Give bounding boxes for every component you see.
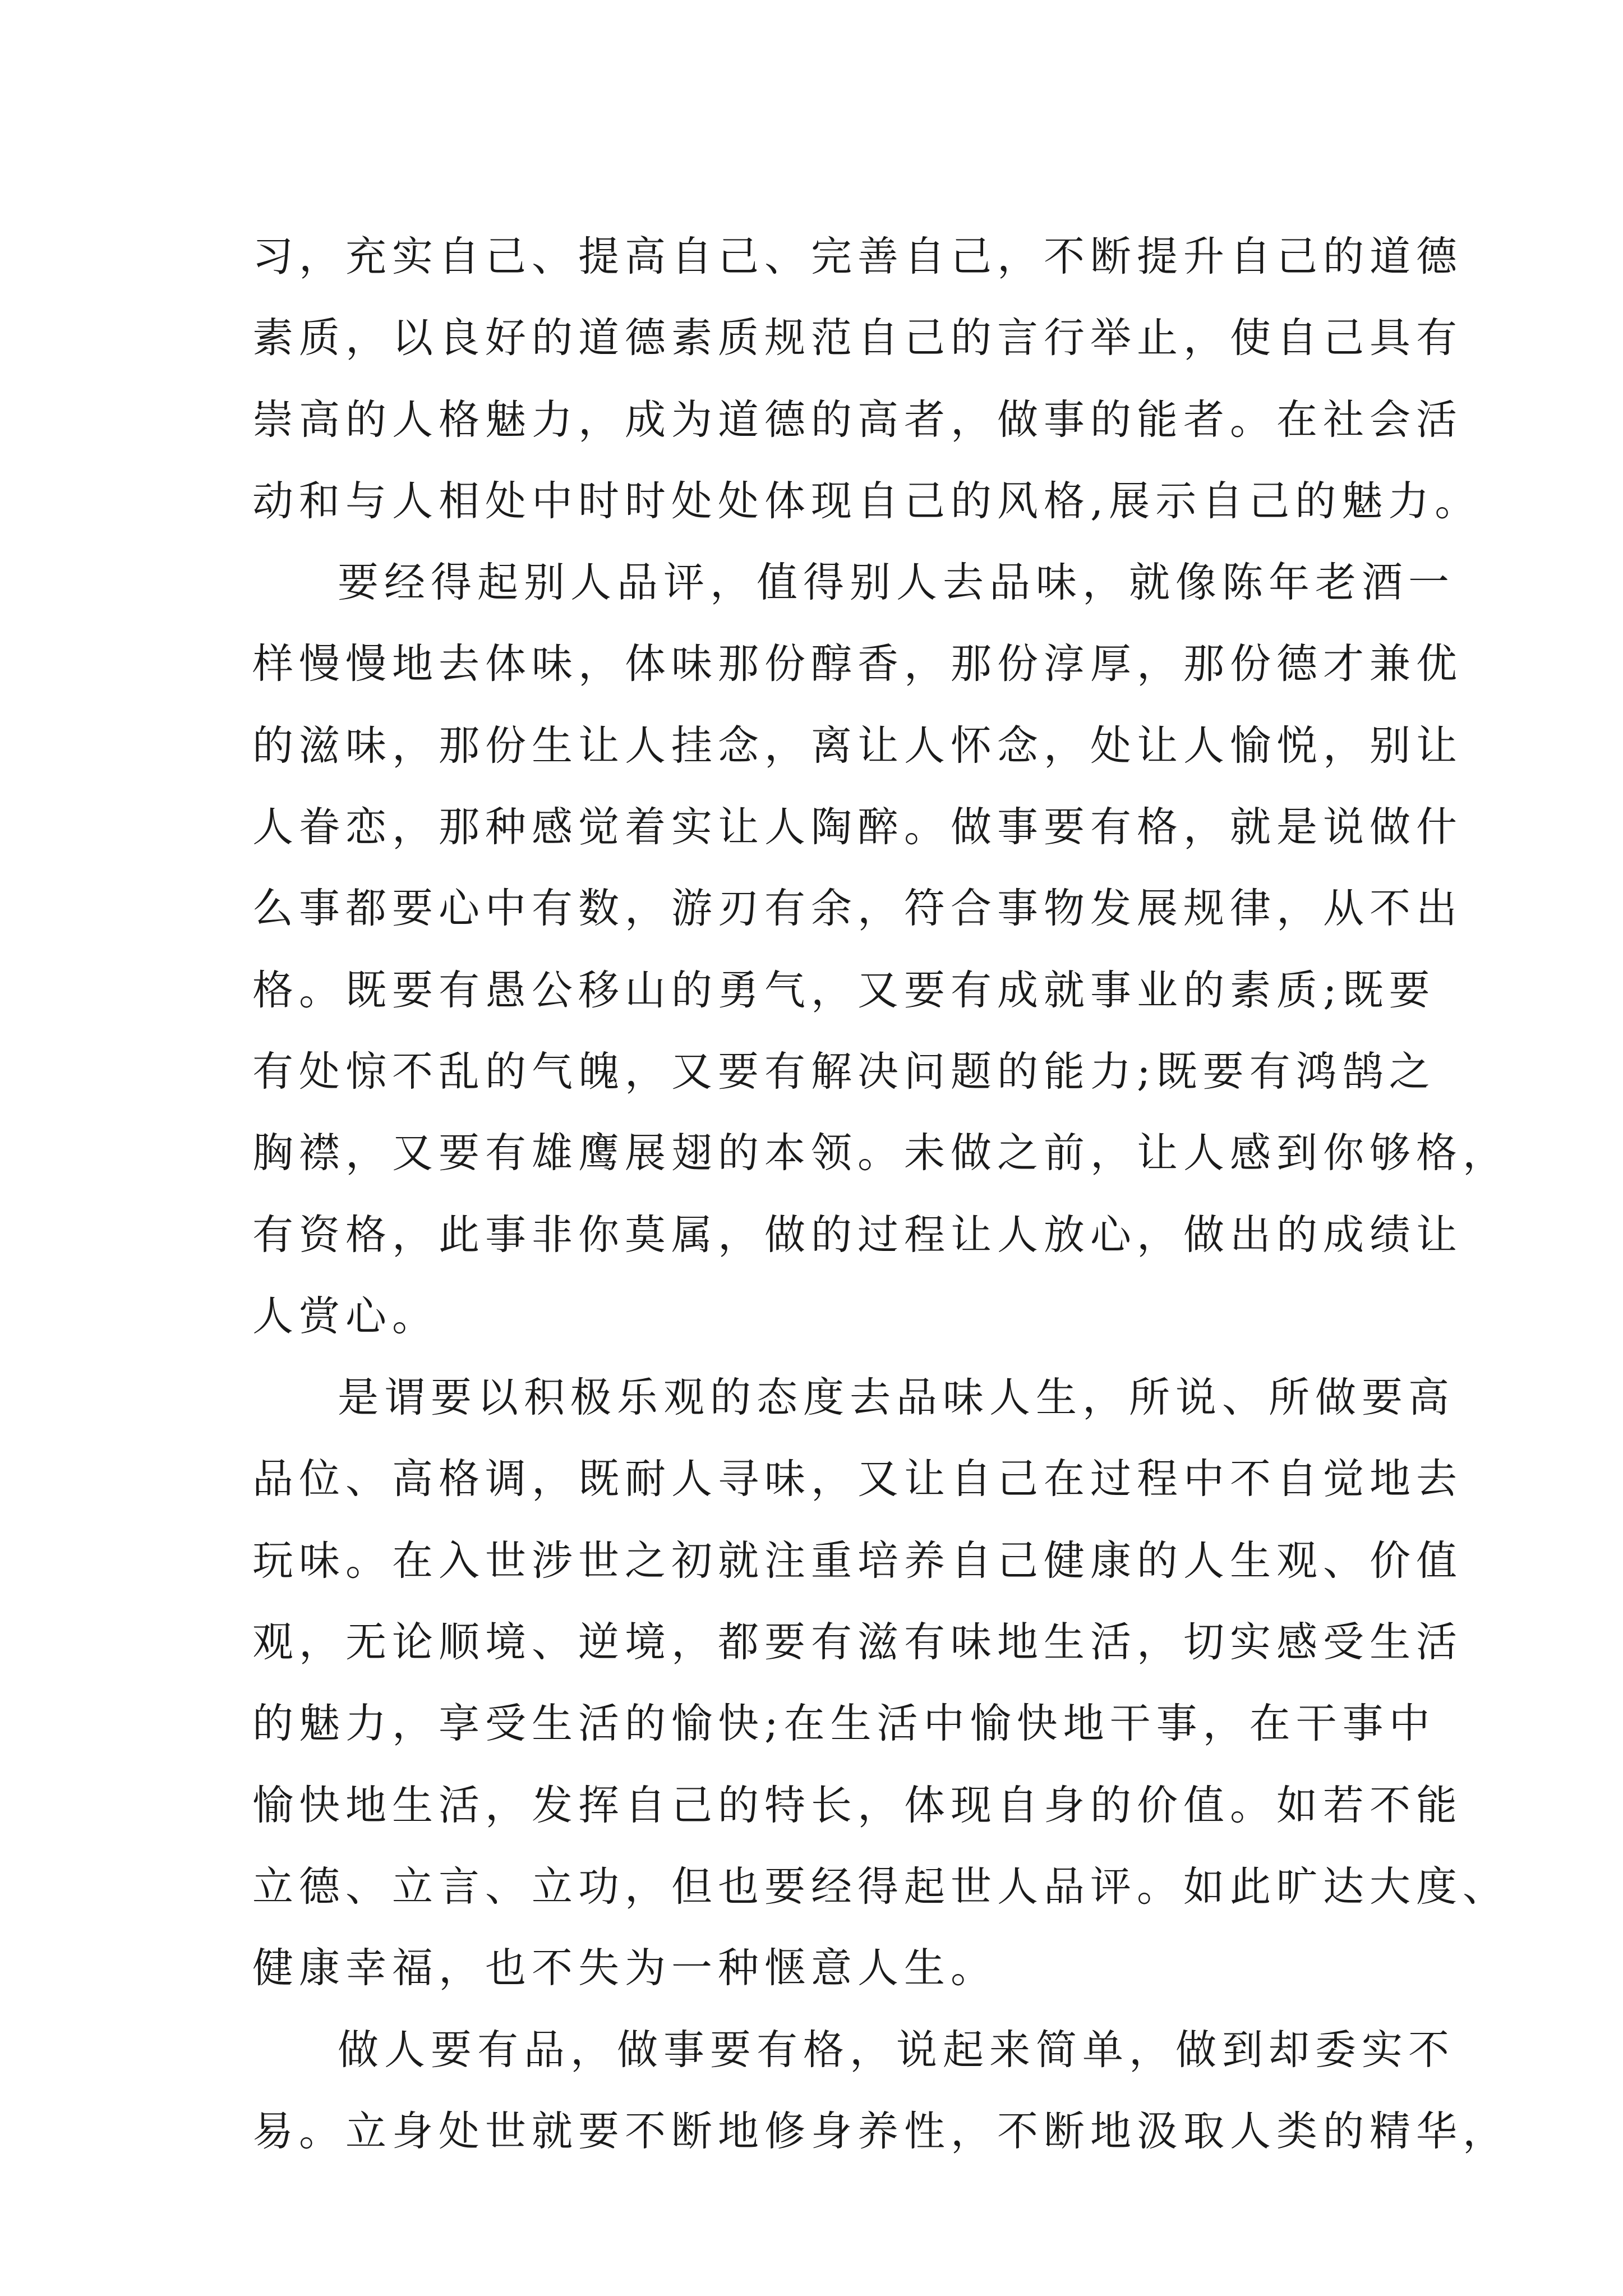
text-line: 有处惊不乱的气魄，又要有解决问题的能力;既要有鸿鹄之 bbox=[252, 1047, 1436, 1096]
document-body bbox=[252, 216, 1509, 2172]
text-line: 是谓要以积极乐观的态度去品味人生，所说、所做要高 bbox=[338, 1374, 1455, 1422]
text-line: 习，充实自己、提高自己、完善自己，不断提升自己的道德 bbox=[252, 233, 1463, 280]
text-line: 人赏心。 bbox=[252, 1292, 439, 1340]
text-line: 素质，以良好的道德素质规范自己的言行举止，使自己具有 bbox=[252, 314, 1463, 362]
text-line: 格。既要有愚公移山的勇气，又要有成就事业的素质;既要 bbox=[252, 966, 1436, 1014]
text-line: 观，无论顺境、逆境，都要有滋有味地生活，切实感受生活 bbox=[252, 1618, 1463, 1667]
text-line: 样慢慢地去体味，体味那份醇香，那份淳厚，那份德才兼优 bbox=[252, 640, 1463, 688]
text-line: 玩味。在入世涉世之初就注重培养自己健康的人生观、价值 bbox=[252, 1536, 1463, 1585]
text-line: 易。立身处世就要不断地修身养性，不断地汲取人类的精华， bbox=[252, 2107, 1509, 2155]
text-line: 有资格，此事非你莫属，做的过程让人放心，做出的成绩让 bbox=[252, 1211, 1463, 1259]
text-line: 品位、高格调，既耐人寻味，又让自己在过程中不自觉地去 bbox=[252, 1455, 1463, 1503]
text-line: 么事都要心中有数，游刃有余，符合事物发展规律，从不出 bbox=[252, 885, 1463, 933]
text-line: 要经得起别人品评，值得别人去品味，就像陈年老酒一 bbox=[338, 559, 1455, 607]
paragraph-2 bbox=[252, 542, 1509, 1357]
paragraph-4 bbox=[252, 2009, 1509, 2173]
text-line: 胸襟，又要有雄鹰展翅的本领。未做之前，让人感到你够格， bbox=[252, 1129, 1509, 1177]
text-line: 人眷恋，那种感觉着实让人陶醉。做事要有格，就是说做什 bbox=[252, 803, 1463, 852]
text-line: 做人要有品，做事要有格，说起来简单，做到却委实不 bbox=[338, 2026, 1455, 2074]
text-line: 立德、立言、立功，但也要经得起世人品评。如此旷达大度、 bbox=[252, 1862, 1509, 1911]
text-line: 崇高的人格魅力，成为道德的高者，做事的能者。在社会活 bbox=[252, 395, 1463, 444]
text-line: 的滋味，那份生让人挂念，离让人怀念，处让人愉悦，别让 bbox=[252, 721, 1463, 770]
text-line: 愉快地生活，发挥自己的特长，体现自身的价值。如若不能 bbox=[252, 1781, 1463, 1829]
text-line: 动和与人相处中时时处处体现自己的风格,展示自己的魅力。 bbox=[252, 477, 1482, 525]
paragraph-3 bbox=[252, 1357, 1509, 2009]
text-line: 健康幸福，也不失为一种惬意人生。 bbox=[252, 1944, 997, 1993]
paragraph-1 bbox=[252, 216, 1482, 542]
text-line: 的魅力，享受生活的愉快;在生活中愉快地干事，在干事中 bbox=[252, 1700, 1436, 1748]
